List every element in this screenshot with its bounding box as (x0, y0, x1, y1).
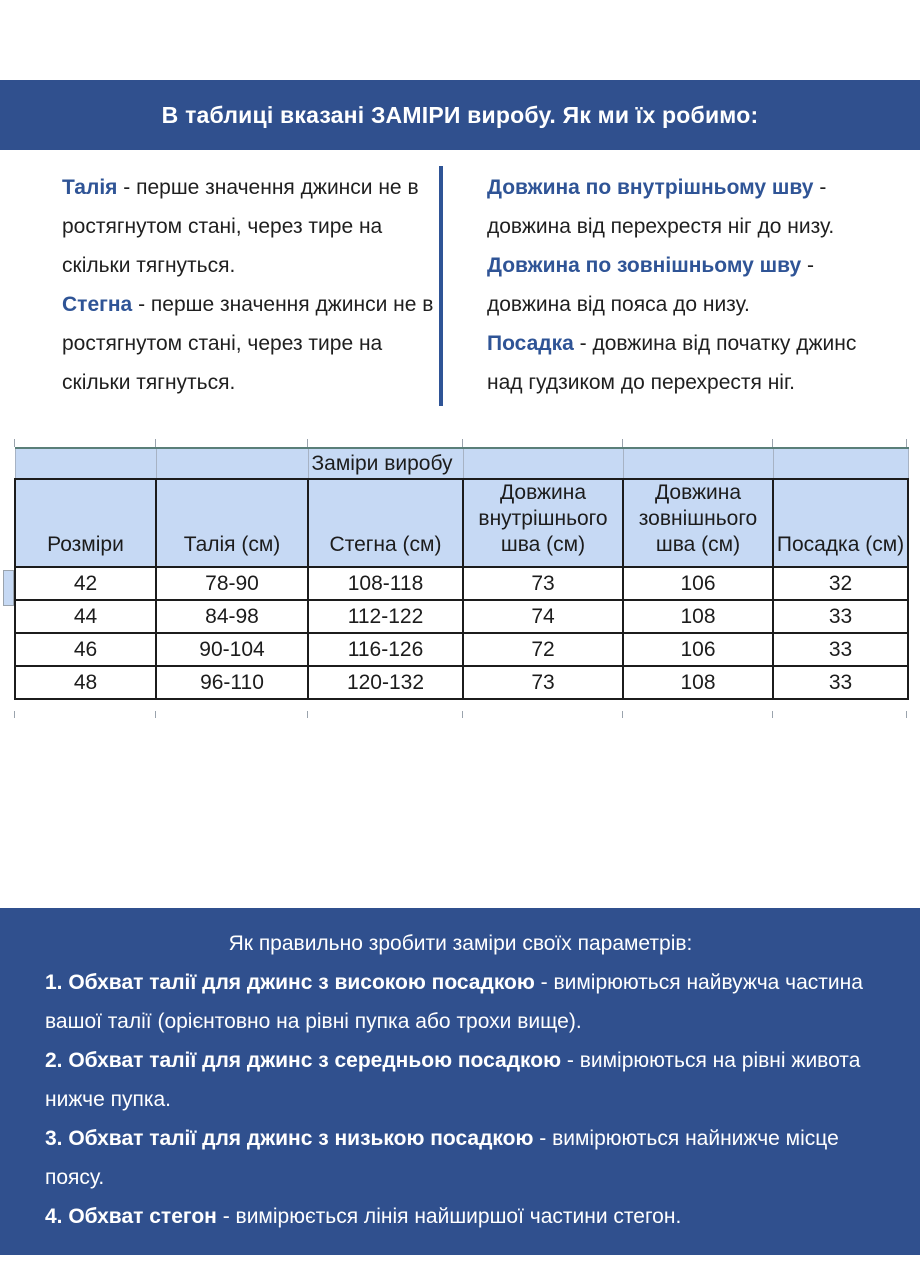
definition-term: Довжина по зовнішньому шву (487, 254, 802, 277)
definition-talia (62, 168, 436, 285)
definition-text: - довжина від пояса до низу. (487, 254, 815, 316)
cell-outer: 106 (623, 567, 773, 600)
instruction-text: - вимірюються найвужча частина вашої талії (орієнтовно на рівні пупка або трохи вище). (45, 971, 863, 1033)
cell-hips: 116-126 (308, 633, 463, 666)
column-header-rise: Посадка (см) (773, 479, 908, 567)
instruction-item-4 (45, 1197, 876, 1236)
cell-outer: 108 (623, 600, 773, 633)
instruction-text: - вимірюються на рівні живота нижче пупка. (45, 1049, 861, 1111)
instruction-item-1 (45, 963, 876, 1041)
cell-outer: 108 (623, 666, 773, 699)
header-banner (0, 80, 920, 150)
size-table (14, 447, 909, 700)
gridline-artifact (622, 439, 623, 447)
table-cell-empty (156, 448, 308, 479)
instructions-title: Як правильно зробити заміри своїх параметрів: (228, 932, 693, 955)
gridline-artifact (772, 439, 773, 447)
gridline-artifact (14, 439, 15, 447)
definition-term: Довжина по внутрішньому шву (487, 176, 814, 199)
cell-inner: 73 (463, 567, 623, 600)
cell-rise: 32 (773, 567, 908, 600)
definition-text: - довжина від початку джинс над гудзиком до перехрестя ніг. (487, 332, 857, 394)
cell-inner: 73 (463, 666, 623, 699)
cell-rise: 33 (773, 666, 908, 699)
table-cell-empty (773, 448, 908, 479)
cell-waist: 90-104 (156, 633, 308, 666)
cell-inner: 74 (463, 600, 623, 633)
instruction-item-3 (45, 1119, 876, 1197)
table-cell-empty (15, 448, 156, 479)
table-row-size-42 (15, 567, 908, 600)
gridline-artifact (462, 711, 463, 718)
column-header-inner-seam: Довжина внутрішнього шва (см) (463, 479, 623, 567)
instruction-text: - вимірюються найнижче місце поясу. (45, 1127, 839, 1189)
table-row-size-46 (15, 633, 908, 666)
gridline-artifact (155, 439, 156, 447)
instructions-panel (0, 908, 920, 1255)
definition-outer-seam (487, 246, 891, 324)
table-title-cell: Заміри виробу (308, 448, 463, 479)
definition-term: Талія (62, 176, 118, 199)
gridline-artifact (906, 439, 907, 447)
spreadsheet-row-indicator (3, 570, 14, 606)
definition-term: Стегна (62, 293, 133, 316)
gridline-artifact (462, 439, 463, 447)
gridline-artifact (14, 711, 15, 718)
cell-rise: 33 (773, 633, 908, 666)
cell-size: 42 (15, 567, 156, 600)
definitions-left-column (62, 168, 436, 402)
gridline-artifact (307, 711, 308, 718)
column-header-waist: Талія (см) (156, 479, 308, 567)
instruction-term: 1. Обхват талії для джинс з високою посадкою (45, 971, 535, 994)
gridline-artifact (307, 439, 308, 447)
cell-waist: 84-98 (156, 600, 308, 633)
table-row-size-48 (15, 666, 908, 699)
instruction-item-2 (45, 1041, 876, 1119)
cell-waist: 96-110 (156, 666, 308, 699)
gridline-artifact (622, 711, 623, 718)
definition-text: - перше значення джинси не в ростягнутом стані, через тире на скільки тягнуться. (62, 293, 434, 394)
column-header-outer-seam: Довжина зовнішнього шва (см) (623, 479, 773, 567)
cell-outer: 106 (623, 633, 773, 666)
cell-rise: 33 (773, 600, 908, 633)
gridline-artifact (906, 711, 907, 718)
definition-stehna (62, 285, 436, 402)
definition-text: - перше значення джинси не в ростягнутом стані, через тире на скільки тягнуться. (62, 176, 419, 277)
column-divider (439, 166, 443, 406)
definition-term: Посадка (487, 332, 574, 355)
instruction-term: 3. Обхват талії для джинс з низькою посадкою (45, 1127, 534, 1150)
table-header-row (15, 479, 908, 567)
cell-hips: 120-132 (308, 666, 463, 699)
cell-inner: 72 (463, 633, 623, 666)
instruction-term: 4. Обхват стегон (45, 1205, 217, 1228)
cell-size: 46 (15, 633, 156, 666)
table-cell-empty (463, 448, 623, 479)
header-title: В таблиці вказані ЗАМІРИ виробу. Як ми їх робимо: (161, 101, 759, 128)
column-header-sizes: Розміри (15, 479, 156, 567)
cell-waist: 78-90 (156, 567, 308, 600)
definitions-right-column (487, 168, 891, 402)
instruction-term: 2. Обхват талії для джинс з середньою посадкою (45, 1049, 562, 1072)
table-cell-empty (623, 448, 773, 479)
table-title-row (15, 448, 908, 479)
gridline-artifact (772, 711, 773, 718)
gridline-artifact (155, 711, 156, 718)
definition-posadka (487, 324, 891, 402)
definition-text: - довжина від перехрестя ніг до низу. (487, 176, 835, 238)
cell-size: 44 (15, 600, 156, 633)
cell-size: 48 (15, 666, 156, 699)
column-header-hips: Стегна (см) (308, 479, 463, 567)
instruction-text: - вимірюється лінія найширшої частини стегон. (216, 1205, 682, 1228)
definition-inner-seam (487, 168, 891, 246)
table-row-size-44 (15, 600, 908, 633)
cell-hips: 108-118 (308, 567, 463, 600)
cell-hips: 112-122 (308, 600, 463, 633)
